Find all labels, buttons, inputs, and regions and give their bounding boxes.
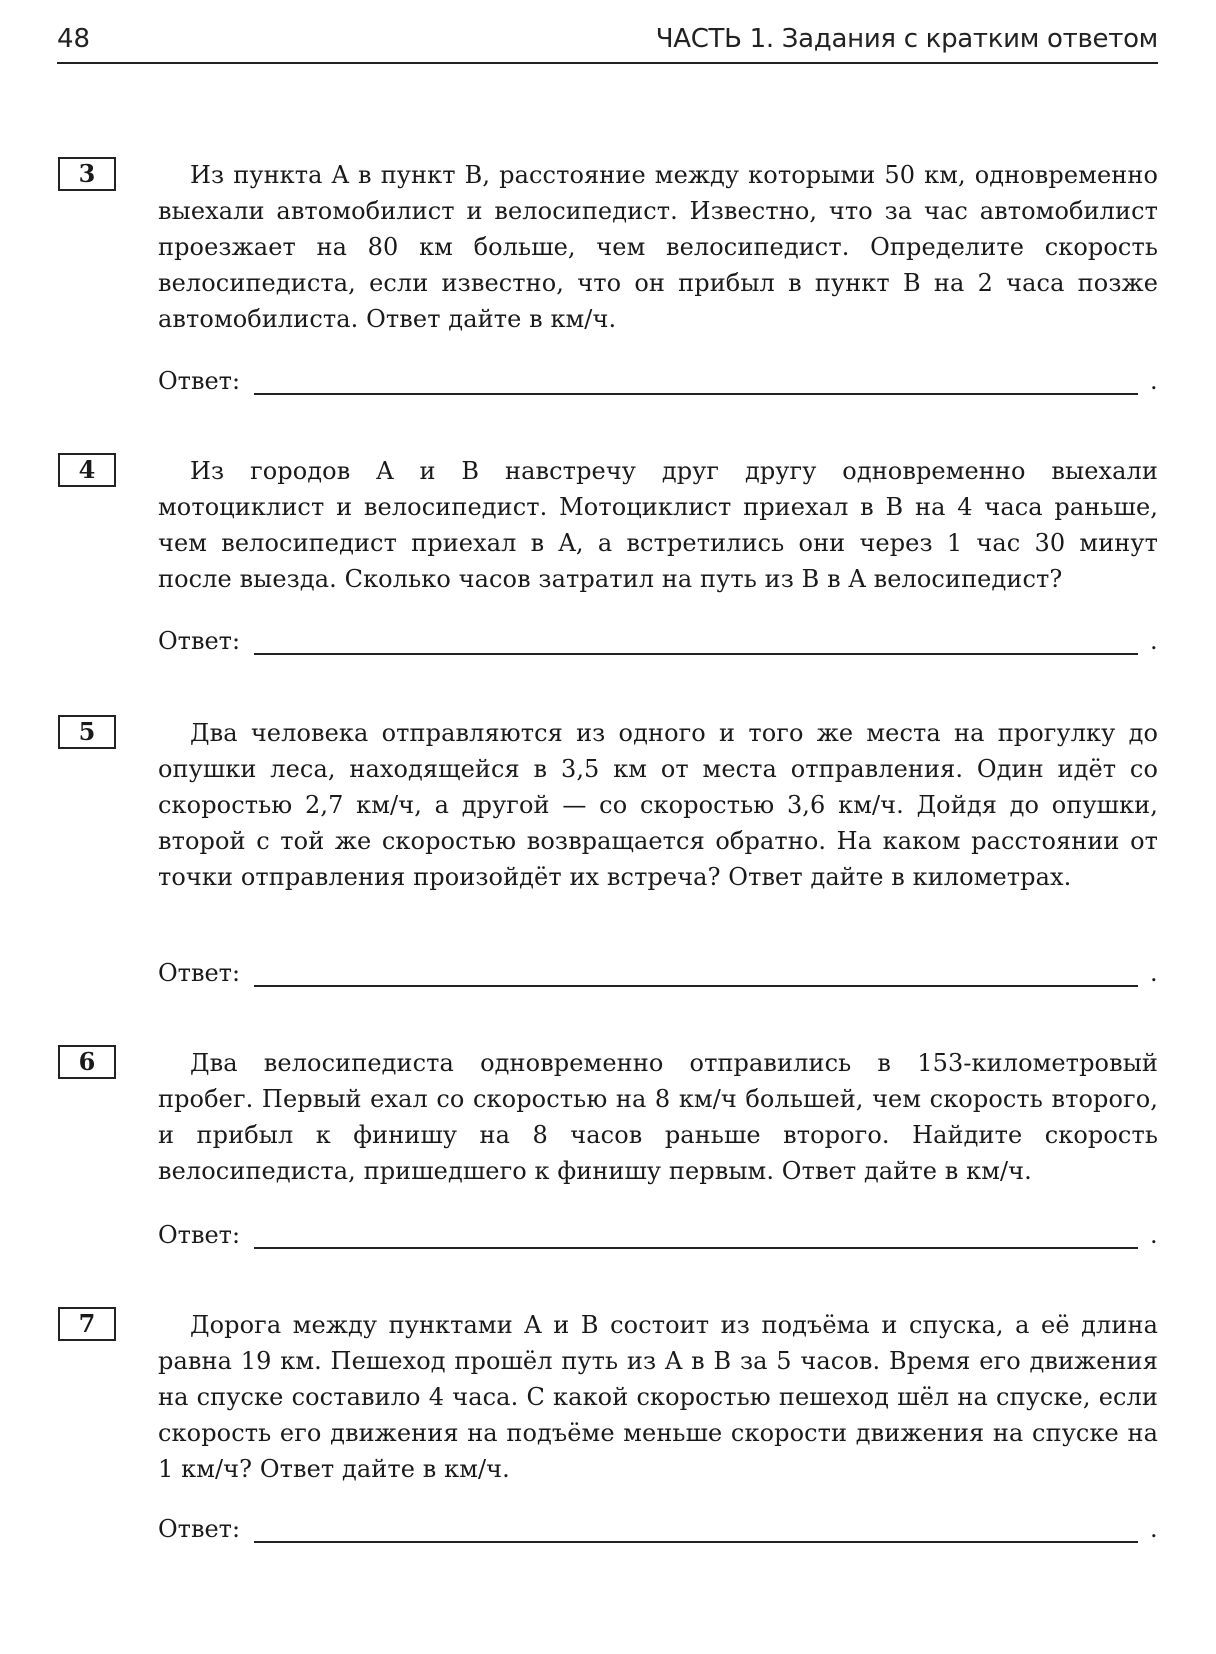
answer-label: Ответ: [158, 959, 241, 987]
page-header [57, 18, 1158, 64]
answer-field[interactable] [254, 985, 1138, 987]
task-number-box: 5 [58, 715, 116, 749]
answer-field[interactable] [254, 393, 1138, 395]
answer-field[interactable] [254, 1541, 1138, 1543]
task-text: Два человека отправляются из одного и того же места на прогулку до опушки леса, находящейся в 3,5 км от места отправления. Один идёт со скоростью 2,7 км/ч, а другой — со скоростью 3,6 км/ч. Дойдя до опушки, второй с той же скоростью возвращается обратно. На каком расстоянии от точки отправления произойдёт их встреча? Ответ дайте в километрах. [158, 719, 1158, 891]
task-number-box: 6 [58, 1045, 116, 1079]
answer-dot: . [1150, 627, 1158, 655]
running-title: ЧАСТЬ 1. Задания с кратким ответом [655, 24, 1158, 54]
task-text: Дорога между пунктами A и B состоит из подъёма и спуска, а её длина равна 19 км. Пешеход прошёл путь из A в B за 5 часов. Время его движения на спуске составило 4 часа. С какой скоростью пешеход шёл на спуске, если скорость его движения на подъёме меньше скорости движения на спуске на 1 км/ч? Ответ дайте в км/ч. [158, 1311, 1158, 1483]
answer-dot: . [1150, 1515, 1158, 1543]
task-text: Два велосипедиста одновременно отправились в 153-километровый пробег. Первый ехал со скоростью на 8 км/ч большей, чем скорость второго, и прибыл к финишу на 8 часов раньше второго. Найдите скорость велосипедиста, пришедшего к финишу первым. Ответ дайте в км/ч. [158, 1049, 1158, 1185]
answer-field[interactable] [254, 1247, 1138, 1249]
task-text: Из пункта A в пункт B, расстояние между которыми 50 км, одновременно выехали автомобилист и велосипедист. Известно, что за час автомобилист проезжает на 80 км больше, чем велосипедист. Определите скорость велосипедиста, если известно, что он прибыл в пункт B на 2 часа позже автомобилиста. Ответ дайте в км/ч. [158, 161, 1158, 333]
answer-row [158, 1217, 1158, 1253]
answer-row [158, 623, 1158, 659]
answer-row [158, 1511, 1158, 1547]
answer-label: Ответ: [158, 367, 241, 395]
task-number-box: 7 [58, 1307, 116, 1341]
answer-dot: . [1150, 1221, 1158, 1249]
answer-label: Ответ: [158, 1515, 241, 1543]
answer-row [158, 955, 1158, 991]
answer-label: Ответ: [158, 1221, 241, 1249]
answer-dot: . [1150, 959, 1158, 987]
answer-dot: . [1150, 367, 1158, 395]
answer-field[interactable] [254, 653, 1138, 655]
task-number-box: 3 [58, 157, 116, 191]
task-number-box: 4 [58, 453, 116, 487]
task-text: Из городов A и B навстречу друг другу одновременно выехали мотоциклист и велосипедист. Мотоциклист приехал в B на 4 часа раньше, чем велосипедист приехал в A, а встретились они через 1 час 30 минут после выезда. Сколько часов затратил на путь из B в A велосипедист? [158, 457, 1158, 593]
answer-label: Ответ: [158, 627, 241, 655]
page-number: 48 [57, 24, 91, 54]
answer-row [158, 363, 1158, 399]
